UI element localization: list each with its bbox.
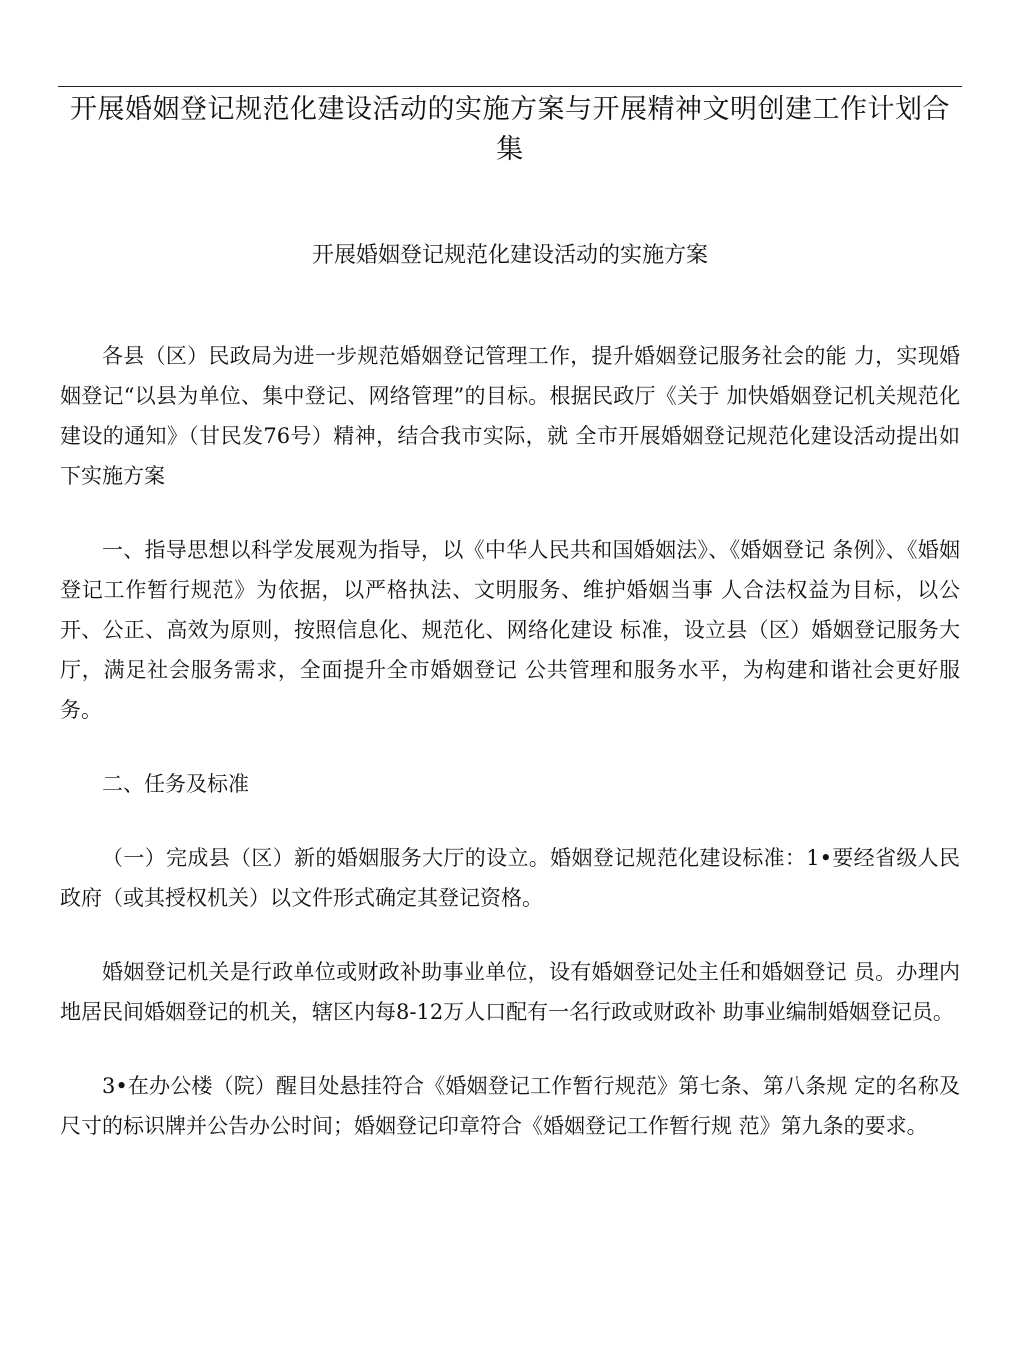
section-title: 开展婚姻登记规范化建设活动的实施方案	[311, 243, 708, 268]
header-rule	[58, 86, 962, 87]
paragraph-signage: 3•在办公楼（院）醒目处悬挂符合《婚姻登记工作暂行规范》第七条、第八条规 定的名称及尺寸的标识牌并公告办公时间；婚姻登记印章符合《婚姻登记工作暂行规 范》第九条的要求。	[60, 1074, 960, 1138]
paragraph-guiding-ideology: 一、指导思想以科学发展观为指导，以《中华人民共和国婚姻法》、《婚姻登记 条例》、《婚姻登记工作暂行规范》为依据，以严格执法、文明服务、维护婚姻当事 人合法权益为目标，以公开、公正、高效为原则，按照信息化、规范化、网络化建设 标准，设立县（区）婚姻登记服务大厅，满足社会服务需求，全面提升全市婚姻登记 公共管理和服务水平，为构建和谐社会更好服务。	[60, 538, 960, 722]
document-title: 开展婚姻登记规范化建设活动的实施方案与开展精神文明创建工作计划合集	[70, 94, 950, 165]
document-body	[60, 336, 960, 1180]
paragraph-task-one: （一）完成县（区）新的婚姻服务大厅的设立。婚姻登记规范化建设标准：1•要经省级人民政府（或其授权机关）以文件形式确定其登记资格。	[60, 846, 960, 910]
paragraph-tasks-heading: 二、任务及标准	[102, 772, 249, 796]
paragraph-registration-office: 婚姻登记机关是行政单位或财政补助事业单位，设有婚姻登记处主任和婚姻登记 员。办理内地居民间婚姻登记的机关，辖区内每8-12万人口配有一名行政或财政补 助事业编制婚姻登记员。	[60, 960, 960, 1024]
paragraph-intro: 各县（区）民政局为进一步规范婚姻登记管理工作，提升婚姻登记服务社会的能 力，实现婚姻登记“以县为单位、集中登记、网络管理”的目标。根据民政厅《关于 加快婚姻登记机关规范化建设的通知》（甘民发76号）精神，结合我市实际，就 全市开展婚姻登记规范化建设活动提出如下实施方案	[60, 344, 960, 488]
